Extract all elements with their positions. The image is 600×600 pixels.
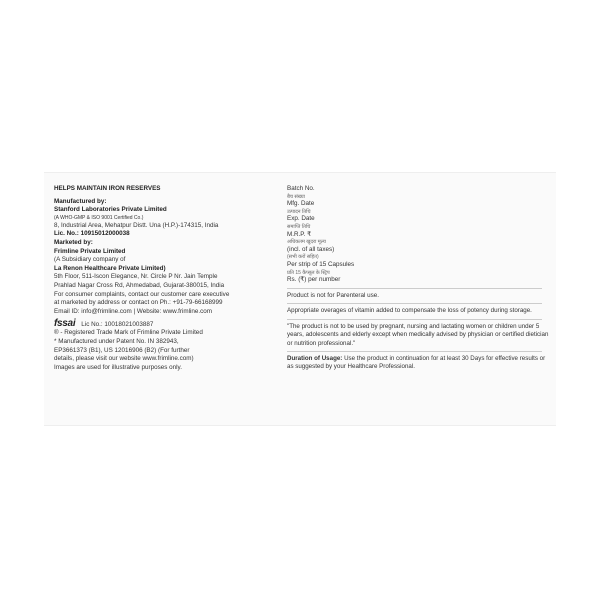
license-number: 10915012000038	[80, 230, 130, 238]
address-line-2: Prahlad Nagar Cross Rd, Ahmedabad, Gujarat-380015, India	[54, 281, 225, 289]
overages-note: Appropriate overages of vitamin added to compensate the loss of potency during storage.	[287, 307, 532, 315]
mfg-date-label: Mfg. Date	[287, 200, 315, 208]
patent-line-2: EP3661373 (B1), US 12016906 (B2) (For further	[54, 346, 190, 354]
trademark-note: ® - Registered Trade Mark of Frimline Private Limited	[54, 329, 203, 337]
duration-label: Duration of Usage:	[287, 354, 343, 362]
manufacturer-address: 8, Industrial Area, Mehatpur Distt. Una (H.P.)-174315, India	[54, 221, 219, 229]
license-label: Lic. No.:	[54, 230, 79, 238]
incl-taxes: (incl. of all taxes)	[287, 245, 335, 253]
right-column	[287, 185, 549, 372]
per-number: Rs. (₹) per number	[287, 276, 341, 284]
heading: HELPS MAINTAIN IRON RESERVES	[54, 185, 161, 192]
details-line: details, please visit our website www.frimline.com)	[54, 355, 194, 363]
incl-taxes-hindi: (सभी करों सहित)	[287, 254, 319, 261]
fssai-license: Lic No.: 10018021003887	[81, 320, 154, 328]
complaints-line-1: For consumer complaints, contact our customer care executive	[54, 290, 230, 298]
divider	[287, 303, 542, 304]
duration-of-usage	[287, 355, 549, 372]
duration-text: Use the product in continuation for at least 30 Days for effective results or as suggested by your Healthcare Professional.	[287, 354, 546, 371]
batch-no-label-hindi: बैच संख्या	[287, 193, 305, 200]
address-line-1: 5th Floor, 511-Iscon Elegance, Nr. Circle P Nr. Jain Temple	[54, 273, 218, 281]
divider	[287, 351, 542, 352]
exp-date-label: Exp. Date	[287, 215, 315, 223]
parenteral-note: Product is not for Parenteral use.	[287, 291, 380, 299]
images-note: Images are used for illustrative purposes only.	[54, 363, 182, 371]
divider	[287, 288, 542, 289]
left-column	[54, 185, 286, 372]
fssai-row	[54, 319, 286, 329]
exp-date-label-hindi: समाप्ति तिथि	[287, 223, 311, 230]
label-panel	[44, 172, 556, 426]
mrp-label: M.R.P. ₹	[287, 230, 312, 238]
marketed-by-label: Marketed by:	[54, 238, 93, 246]
certification: (A WHO-GMP & ISO 9001 Certified Co.)	[54, 214, 144, 221]
manufacturer-name: Stanford Laboratories Private Limited	[54, 206, 167, 214]
contact-line: Email ID: info@frimline.com | Website: www.frimline.com	[54, 307, 213, 315]
manufactured-by-label: Manufactured by:	[54, 197, 107, 205]
mfg-date-label-hindi: उत्पादन तिथि	[287, 208, 311, 215]
usage-restriction: "The product is not to be used by pregnant, nursing and lactating women or children under 5 years, adolescents and elderly except when medically advised by physician or certified dietician or nutrition professional."	[287, 322, 549, 347]
per-strip-hindi: प्रति 15 कैप्सूल के स्ट्रिप	[287, 269, 330, 276]
patent-line-1: * Manufactured under Patent No. IN 382943,	[54, 337, 179, 345]
marketer-name: Frimline Private Limited	[54, 247, 126, 255]
complaints-line-2: at marketed by address or contact on Ph.: +91-79-66168999	[54, 299, 223, 307]
parent-company: La Renon Healthcare Private Limited)	[54, 264, 166, 272]
fssai-logo: fssai	[54, 318, 76, 330]
divider	[287, 319, 542, 320]
license-line	[54, 230, 286, 239]
per-strip: Per strip of 15 Capsules	[287, 260, 355, 268]
mrp-label-hindi: अधिकतम खुदरा मूल्य	[287, 239, 326, 246]
batch-no-label: Batch No.	[287, 185, 315, 192]
subsidiary-note: (A Subsidiary company of	[54, 256, 126, 264]
